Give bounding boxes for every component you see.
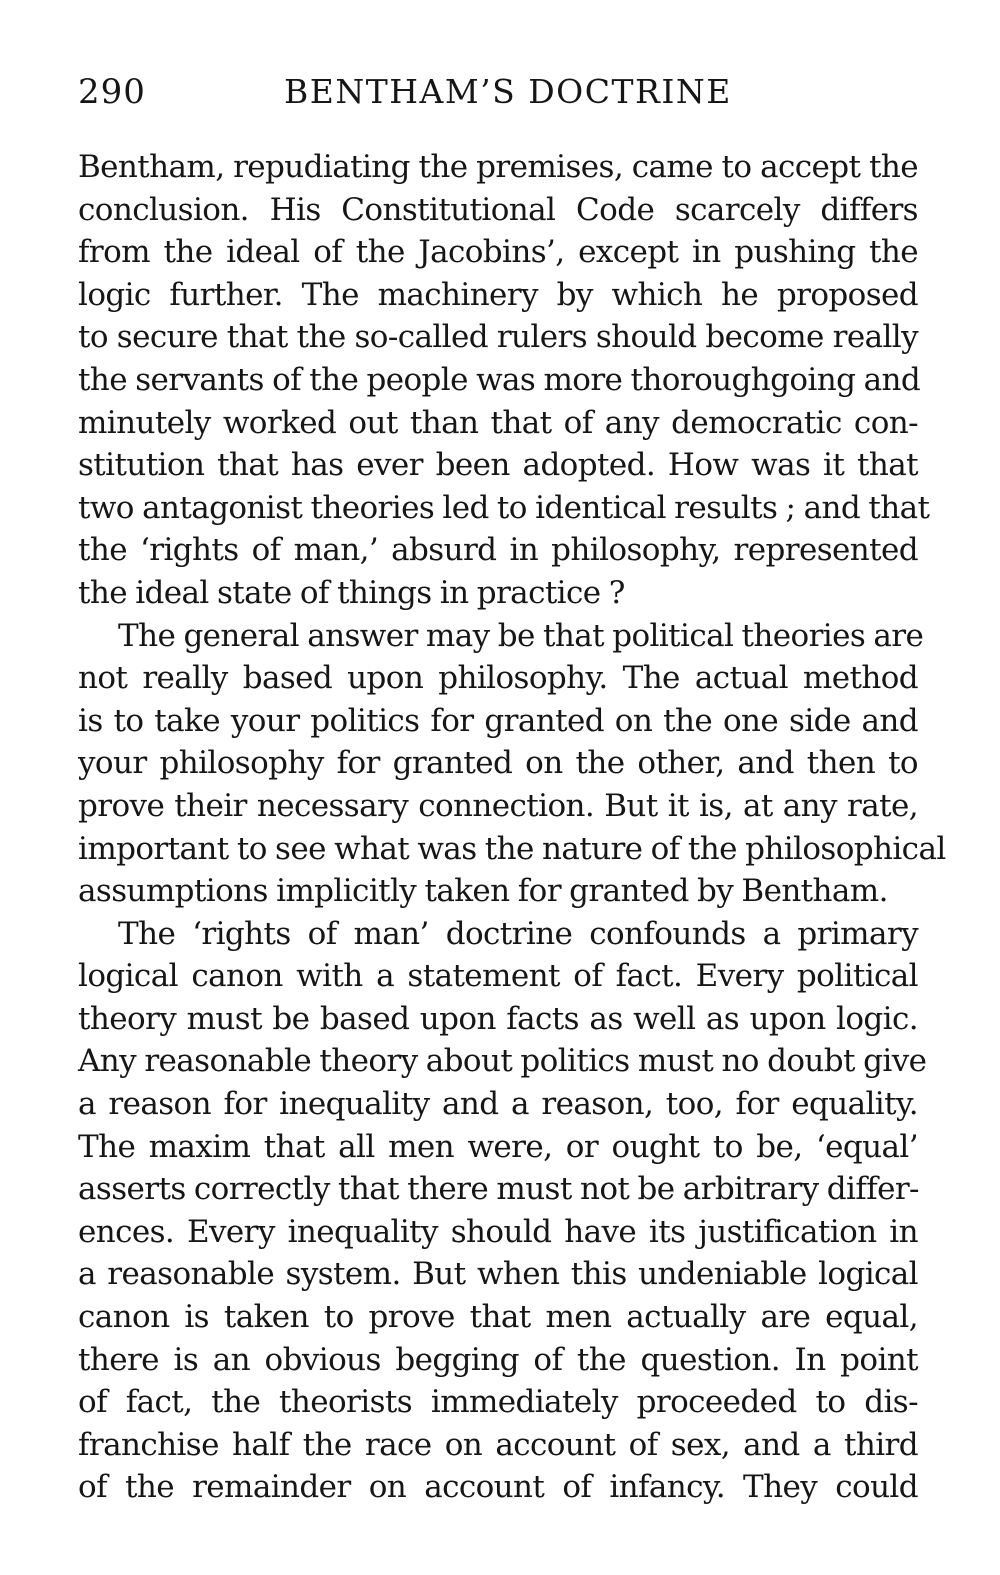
text-line: from the ideal of the Jacobins’, except in pushing the (78, 234, 918, 271)
text-line: of the remainder on account of infancy. They could (78, 1469, 918, 1506)
text-line: prove their necessary connection. But it is, at any rate, (78, 787, 918, 824)
text-line: minutely worked out than that of any democratic con- (78, 404, 918, 441)
text-line: The maxim that all men were, or ought to be, ‘equal’ (78, 1128, 918, 1165)
text-line: two antagonist theories led to identical results ; and that (78, 489, 930, 526)
text-line: is to take your politics for granted on the one side and (78, 702, 918, 739)
text-line: asserts correctly that there must not be arbitrary differ- (78, 1171, 919, 1208)
text-line: the ideal state of things in practice ? (78, 574, 625, 611)
text-line: logical canon with a statement of fact. Every political (78, 958, 918, 995)
text-line: important to see what was the nature of the philosophical (78, 830, 946, 867)
text-line: to secure that the so-called rulers should become really (78, 319, 918, 356)
text-line: canon is taken to prove that men actually are equal, (78, 1299, 918, 1336)
text-line: assumptions implicitly taken for granted by Bentham. (78, 873, 888, 910)
text-line: the ‘rights of man,’ absurd in philosophy, represented (78, 532, 918, 569)
text-line: a reasonable system. But when this undeniable logical (78, 1256, 918, 1293)
body-text (78, 146, 946, 1509)
page-number: 290 (78, 72, 146, 112)
text-line: there is an obvious begging of the question. In point (78, 1341, 918, 1378)
text-line: franchise half the race on account of sex, and a third (78, 1426, 918, 1463)
text-line: of fact, the theorists immediately proceeded to dis- (78, 1384, 918, 1421)
text-line: the servants of the people was more thoroughgoing and (78, 361, 921, 398)
running-head (78, 72, 918, 120)
text-line: logic further. The machinery by which he proposed (78, 276, 918, 313)
text-line: a reason for inequality and a reason, too, for equality. (78, 1086, 918, 1123)
text-line: Bentham, repudiating the premises, came to accept the (78, 149, 918, 185)
text-line: stitution that has ever been adopted. How was it that (78, 447, 918, 484)
text-line: theory must be based upon facts as well as upon logic. (78, 1000, 918, 1037)
text-line: not really based upon philosophy. The actual method (78, 660, 918, 697)
text-line: The general answer may be that political theories are (118, 617, 924, 654)
running-title: BENTHAM’S DOCTRINE (284, 72, 732, 111)
text-line: conclusion. His Constitutional Code scarcely differs (78, 191, 918, 228)
text-line: ences. Every inequality should have its justification in (78, 1213, 918, 1250)
text-line: The ‘rights of man’ doctrine confounds a primary (118, 915, 918, 952)
text-line: Any reasonable theory about politics must no doubt give (78, 1043, 927, 1080)
text-line: your philosophy for granted on the other, and then to (78, 745, 918, 782)
